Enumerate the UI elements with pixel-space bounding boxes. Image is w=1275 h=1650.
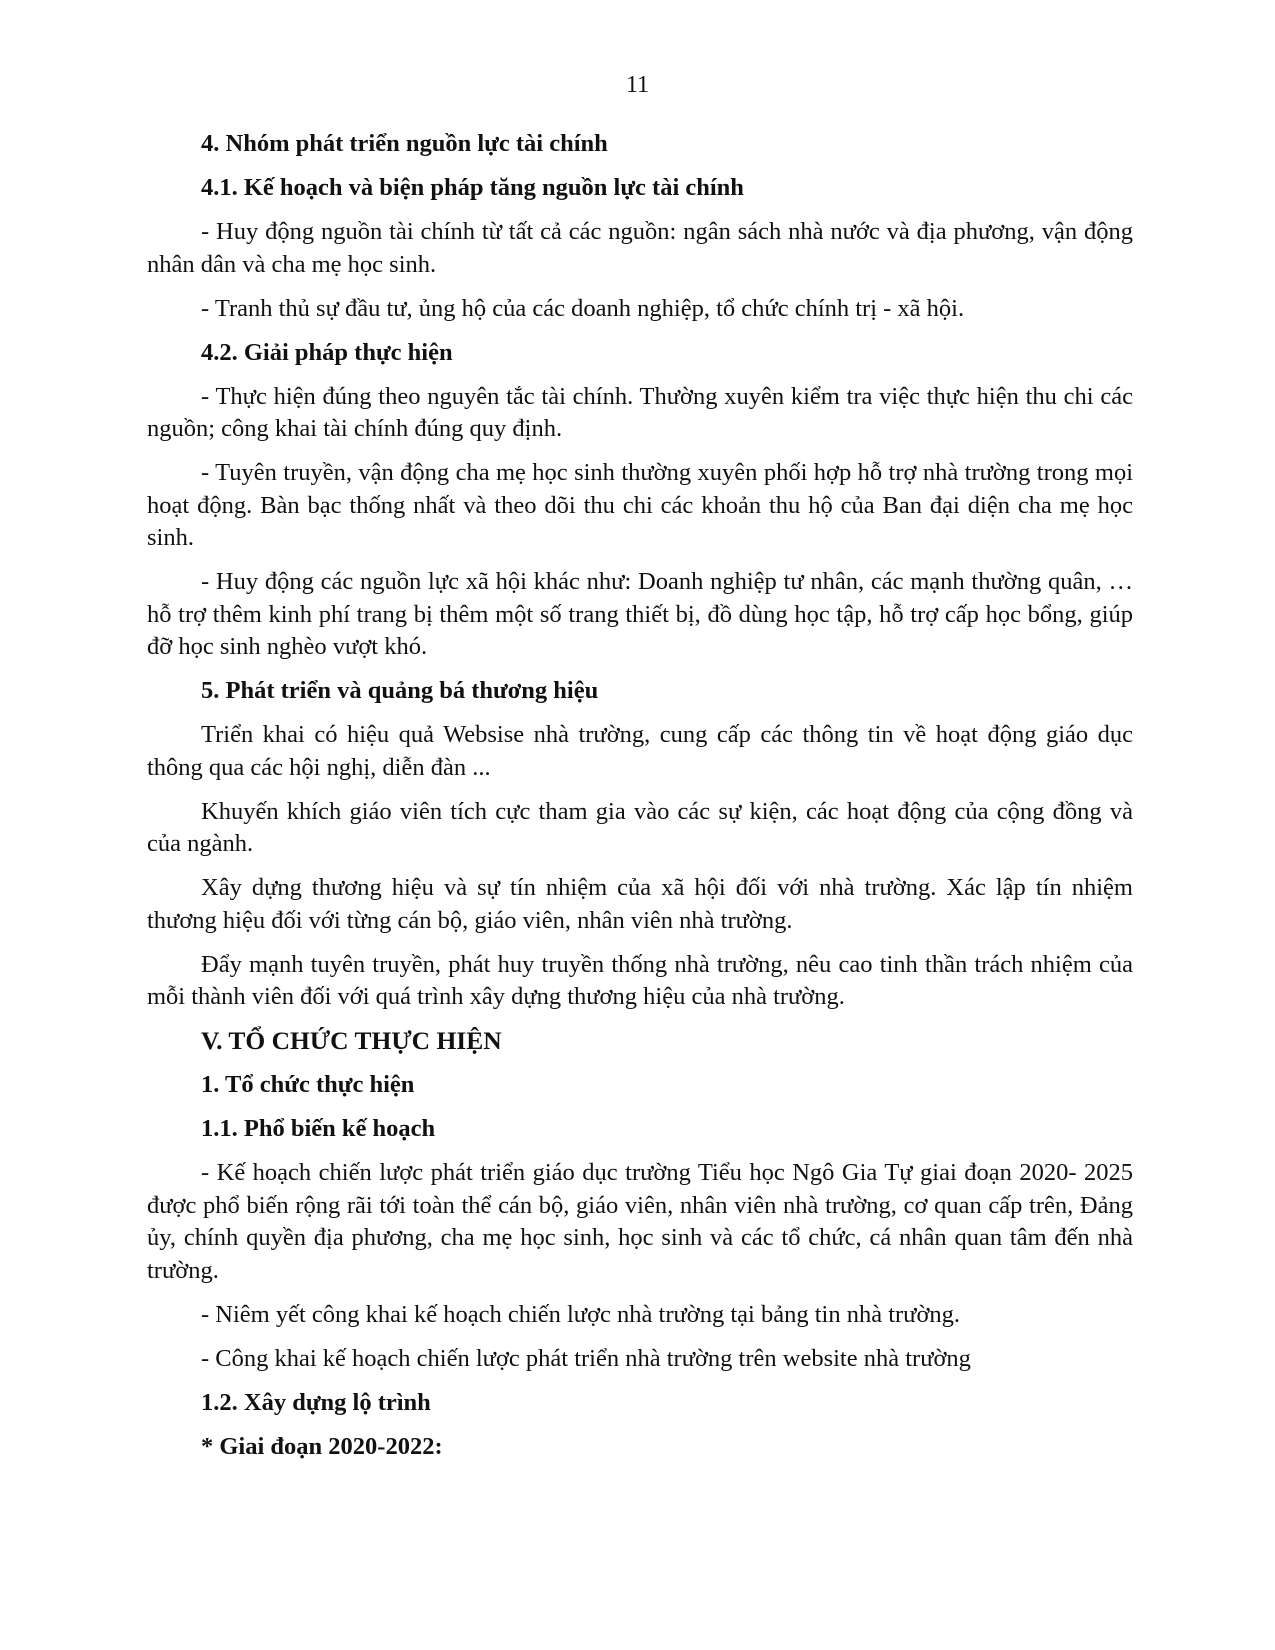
section-heading-4: 4. Nhóm phát triển nguồn lực tài chính	[201, 130, 608, 157]
chapter-heading-v: V. TỔ CHỨC THỰC HIỆN	[201, 1026, 502, 1055]
paragraph: Xây dựng thương hiệu và sự tín nhiệm của xã hội đối với nhà trường. Xác lập tín nhiệm thương hiệu đối với từng cán bộ, giáo viên, nhân viên nhà trường.	[147, 874, 1133, 934]
section-heading-5: 5. Phát triển và quảng bá thương hiệu	[201, 677, 599, 704]
section-heading-4-1: 4.1. Kế hoạch và biện pháp tăng nguồn lực tài chính	[201, 174, 744, 201]
paragraph: - Huy động các nguồn lực xã hội khác như: Doanh nghiệp tư nhân, các mạnh thường quân, … hỗ trợ thêm kinh phí trang bị thêm một số trang thiết bị, đồ dùng học tập, hỗ trợ cấp học bổng, giúp đỡ học sinh nghèo vượt khó.	[147, 568, 1133, 660]
paragraph: - Tranh thủ sự đầu tư, ủng hộ của các doanh nghiệp, tổ chức chính trị - xã hội.	[201, 294, 965, 322]
paragraph: Triển khai có hiệu quả Websise nhà trường, cung cấp các thông tin về hoạt động giáo dục thông qua các hội nghị, diễn đàn ...	[147, 721, 1133, 781]
document-body	[147, 128, 1133, 1475]
phase-heading: * Giai đoạn 2020-2022:	[201, 1432, 443, 1460]
section-heading-1-1: 1.1. Phổ biến kế hoạch	[201, 1115, 436, 1142]
paragraph: - Huy động nguồn tài chính từ tất cả các nguồn: ngân sách nhà nước và địa phương, vận động nhân dân và cha mẹ học sinh.	[147, 218, 1133, 278]
page-number: 11	[625, 72, 650, 98]
section-heading-1-2: 1.2. Xây dựng lộ trình	[201, 1388, 431, 1416]
paragraph: Đẩy mạnh tuyên truyền, phát huy truyền thống nhà trường, nêu cao tinh thần trách nhiệm của mỗi thành viên đối với quá trình xây dựng thương hiệu của nhà trường.	[147, 950, 1133, 1010]
paragraph: - Tuyên truyền, vận động cha mẹ học sinh thường xuyên phối hợp hỗ trợ nhà trường trong mọi hoạt động. Bàn bạc thống nhất và theo dõi thu chi các khoản thu hộ của Ban đại diện cha mẹ học sinh.	[147, 459, 1133, 551]
paragraph: - Niêm yết công khai kế hoạch chiến lược nhà trường tại bảng tin nhà trường.	[201, 1300, 961, 1328]
paragraph: - Kế hoạch chiến lược phát triển giáo dục trường Tiểu học Ngô Gia Tự giai đoạn 2020- 2025 được phổ biến rộng rãi tới toàn thể cán bộ, giáo viên, nhân viên nhà trường, cơ quan cấp trên, Đảng ủy, chính quyền địa phương, cha mẹ học sinh, học sinh và các tổ chức, cá nhân quan tâm đến nhà trường.	[147, 1159, 1133, 1284]
paragraph: - Thực hiện đúng theo nguyên tắc tài chính. Thường xuyên kiểm tra việc thực hiện thu chi các nguồn; công khai tài chính đúng quy định.	[147, 382, 1133, 442]
section-heading-1: 1. Tổ chức thực hiện	[201, 1071, 415, 1098]
paragraph: - Công khai kế hoạch chiến lược phát triển nhà trường trên website nhà trường	[201, 1344, 971, 1372]
section-heading-4-2: 4.2. Giải pháp thực hiện	[201, 338, 453, 366]
paragraph: Khuyến khích giáo viên tích cực tham gia vào các sự kiện, các hoạt động của cộng đồng và của ngành.	[147, 797, 1133, 857]
